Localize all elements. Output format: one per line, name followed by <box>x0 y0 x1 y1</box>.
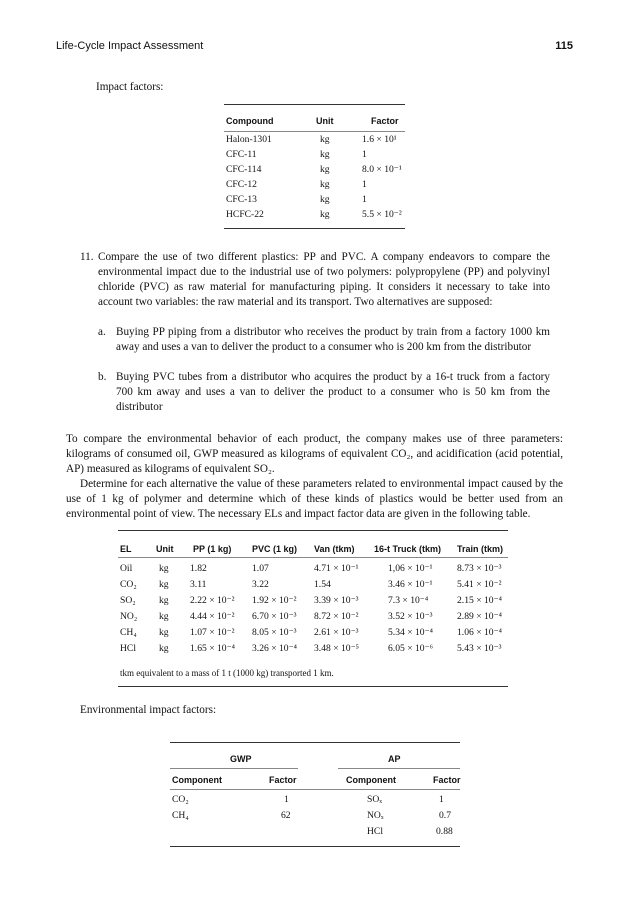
table-cell: SO₂ <box>120 595 136 606</box>
ap-title: AP <box>388 754 401 764</box>
table-cell: 3.52 × 10⁻³ <box>388 611 433 622</box>
running-header <box>56 40 573 56</box>
table-cell: CO₂ <box>172 794 189 805</box>
paragraph: To compare the environmental behavior of each product, the company makes use of three parameters: kilograms of consumed oil, GWP measured as kilograms of equivalent CO₂, and acidification (acid potential, AP) measured as kilograms of equivalent SO₂. <box>66 433 563 475</box>
table-header: Factor <box>371 116 399 126</box>
table-cell: 1 <box>439 794 444 805</box>
table-header: Unit <box>156 544 174 554</box>
table-header: EL <box>120 544 132 554</box>
table-cell: 8.0 × 10⁻¹ <box>362 164 402 175</box>
problem-text: Compare the use of two different plastics: PP and PVC. A company endeavors to compare the environmental impact due to the industrial use of two polymers: polypropylene (PP) and polyvinyl chloride (PVC) as raw material for manufacturing piping. It considers it necessary to take into account two variables: the raw material and its transport. Two alternatives are supposed: <box>98 251 550 308</box>
table-cell: 3.46 × 10⁻¹ <box>388 579 433 590</box>
running-header-title: Life-Cycle Impact Assessment <box>56 40 204 52</box>
table-cell: 1 <box>362 149 367 160</box>
table-cell: 1.6 × 10¹ <box>362 134 397 145</box>
table-header: Compound <box>226 116 274 126</box>
table-cell: 1.07 <box>252 563 269 574</box>
table-cell: 3.48 × 10⁻⁵ <box>314 643 359 654</box>
table-cell: 4.71 × 10⁻¹ <box>314 563 359 574</box>
table-cell: 5.34 × 10⁻⁴ <box>388 627 433 638</box>
table-cell: 1.92 × 10⁻² <box>252 595 297 606</box>
impact-factors-label: Impact factors: <box>96 81 164 93</box>
table-cell: kg <box>320 194 330 205</box>
table-rule <box>170 768 298 769</box>
table-cell: NOₓ <box>367 810 384 821</box>
table-cell: CH₄ <box>172 810 189 821</box>
table-rule <box>170 846 460 847</box>
table-cell: 1.06 × 10⁻⁴ <box>457 627 502 638</box>
table-cell: HCl <box>120 643 136 654</box>
table-cell: CFC-11 <box>226 149 257 160</box>
table-cell: kg <box>159 579 169 590</box>
table-cell: 4.44 × 10⁻² <box>190 611 235 622</box>
table-cell: 1.82 <box>190 563 207 574</box>
table-cell: 5.5 × 10⁻² <box>362 209 402 220</box>
table-rule <box>224 131 405 132</box>
table-header: Component <box>172 775 222 785</box>
table-cell: 3.26 × 10⁻⁴ <box>252 643 297 654</box>
table-header: Factor <box>433 775 461 785</box>
table-header: Unit <box>316 116 334 126</box>
table-cell: CFC-114 <box>226 164 262 175</box>
table-cell: HCFC-22 <box>226 209 264 220</box>
table-cell: CO₂ <box>120 579 137 590</box>
table-note: tkm equivalent to a mass of 1 t (1000 kg) transported 1 km. <box>120 668 334 678</box>
table-cell: 1.65 × 10⁻⁴ <box>190 643 235 654</box>
table-rule <box>118 557 508 558</box>
table-cell: kg <box>320 209 330 220</box>
table-cell: 6.70 × 10⁻³ <box>252 611 297 622</box>
list-item-label: b. <box>98 371 107 383</box>
table-header: Van (tkm) <box>314 544 355 554</box>
table-rule <box>118 686 508 687</box>
table-rule <box>170 789 460 790</box>
table-cell: kg <box>159 563 169 574</box>
table-cell: 2.89 × 10⁻⁴ <box>457 611 502 622</box>
table-cell: 2.22 × 10⁻² <box>190 595 235 606</box>
table-cell: 1 <box>284 794 289 805</box>
table-header: PP (1 kg) <box>193 544 232 554</box>
table-cell: 0.7 <box>439 810 451 821</box>
table-cell: kg <box>159 627 169 638</box>
table-cell: 1 <box>362 179 367 190</box>
table-cell: 0.88 <box>436 826 453 837</box>
table-cell: 3.22 <box>252 579 269 590</box>
table-header: Factor <box>269 775 297 785</box>
table-cell: 1.54 <box>314 579 331 590</box>
table-cell: kg <box>320 179 330 190</box>
table-header: PVC (1 kg) <box>252 544 298 554</box>
table-cell: kg <box>320 149 330 160</box>
table-cell: NO₂ <box>120 611 138 622</box>
table-cell: 8.05 × 10⁻³ <box>252 627 297 638</box>
paragraph: Determine for each alternative the value of these parameters related to environmental impact caused by the use of 1 kg of polymer and determine which of these kinds of plastics would be better used from an environmental point of view. The necessary ELs and impact factor data are given in the following table. <box>66 478 563 520</box>
list-item-text: Buying PVC tubes from a distributor who acquires the product by a 16-t truck from a factory 700 km away and uses a van to deliver the product to a consumer who is 50 km from the distributor <box>116 371 550 413</box>
table-cell: 8.72 × 10⁻² <box>314 611 359 622</box>
problem-number: 11. <box>80 251 94 263</box>
table-cell: kg <box>320 164 330 175</box>
table-cell: 7.3 × 10⁻⁴ <box>388 595 429 606</box>
env-impact-label: Environmental impact factors: <box>80 704 217 716</box>
table-rule <box>338 768 460 769</box>
list-item-label: a. <box>98 326 106 338</box>
table-header: 16-t Truck (tkm) <box>374 544 442 554</box>
table-rule <box>224 104 405 105</box>
table-cell: 1 <box>362 194 367 205</box>
table-cell: HCl <box>367 826 383 837</box>
table-cell: Oil <box>120 563 133 574</box>
table-rule <box>224 228 405 229</box>
table-header: Component <box>346 775 396 785</box>
table-cell: 5.41 × 10⁻² <box>457 579 502 590</box>
table-cell: Halon-1301 <box>226 134 272 145</box>
table-cell: 3.39 × 10⁻³ <box>314 595 359 606</box>
table-cell: 2.61 × 10⁻³ <box>314 627 359 638</box>
table-cell: 2.15 × 10⁻⁴ <box>457 595 502 606</box>
page-number: 115 <box>555 40 573 52</box>
table-cell: 1.07 × 10⁻² <box>190 627 235 638</box>
table-cell: SOₓ <box>367 794 383 805</box>
gwp-title: GWP <box>230 754 252 764</box>
list-item-text: Buying PP piping from a distributor who receives the product by train from a factory 1000 km away and uses a van to deliver the product to a consumer who is 200 km from the distributor <box>116 326 550 353</box>
table-cell: CH₄ <box>120 627 137 638</box>
table-cell: 1,06 × 10⁻¹ <box>388 563 433 574</box>
table-cell: 62 <box>281 810 291 821</box>
table-header: Train (tkm) <box>457 544 504 554</box>
table-cell: kg <box>159 611 169 622</box>
table-cell: kg <box>320 134 330 145</box>
table-cell: 6.05 × 10⁻⁶ <box>388 643 433 654</box>
table-cell: CFC-13 <box>226 194 257 205</box>
table-cell: kg <box>159 595 169 606</box>
table-cell: 5.43 × 10⁻³ <box>457 643 502 654</box>
table-rule <box>170 742 460 743</box>
table-rule <box>118 530 508 531</box>
table-cell: 3.11 <box>190 579 207 590</box>
table-cell: 8.73 × 10⁻³ <box>457 563 502 574</box>
table-cell: kg <box>159 643 169 654</box>
table-cell: CFC-12 <box>226 179 257 190</box>
